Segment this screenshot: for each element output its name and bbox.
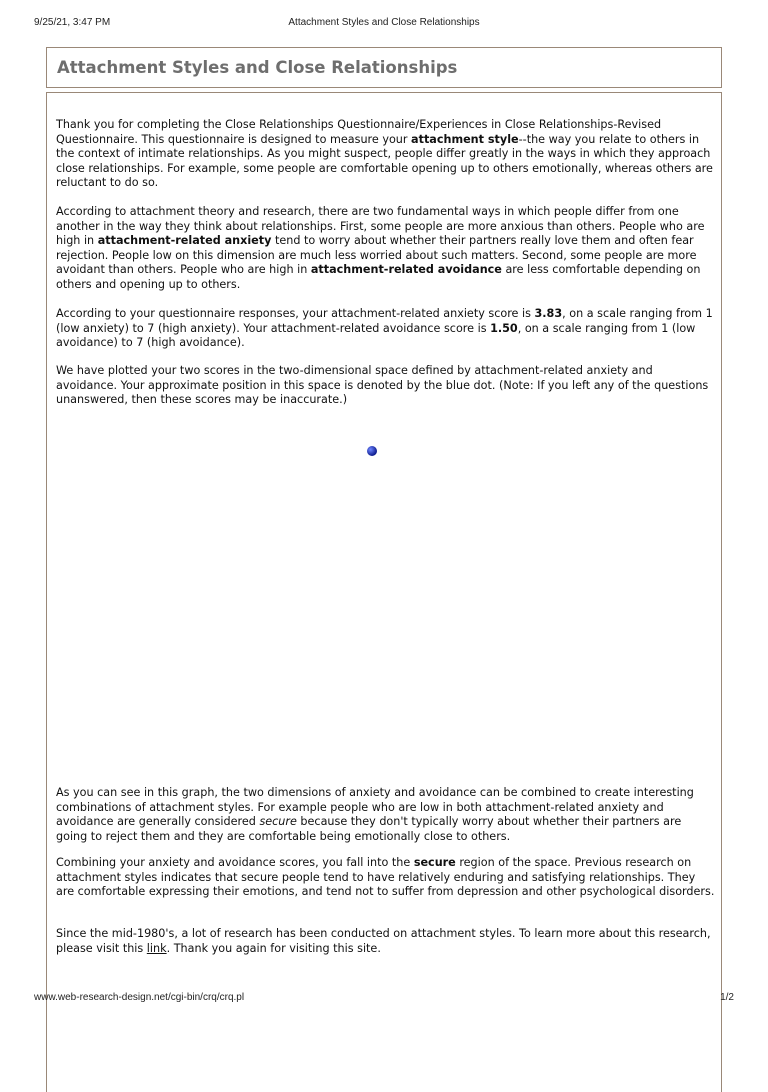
anxiety-score: 3.83 bbox=[534, 307, 563, 320]
secure-term: secure bbox=[259, 815, 297, 829]
print-url: www.web-research-design.net/cgi-bin/crq/crq.pl bbox=[34, 992, 245, 1003]
avoidance-term: attachment-related avoidance bbox=[310, 263, 502, 277]
user-position-dot bbox=[367, 446, 377, 456]
theory-paragraph: According to attachment theory and research, there are two fundamental ways in which people differ from one another in the way they think about relationships. First, some people are more anxious than others. People who are high in attachment-related anxiety tend to worry about whether their partners really love them and often fear rejection. People low on this dimension are much less worried about such matters. Second, some people are more avoidant than others. People who are high in attachment-related avoidance are less comfortable depending on others and opening up to others. bbox=[56, 205, 705, 291]
print-footer bbox=[34, 992, 734, 1006]
closing-paragraph: Since the mid-1980's, a lot of research has been conducted on attachment styles. To learn more about this research, please visit this link. Thank you again for visiting this site. bbox=[56, 927, 711, 955]
print-title: Attachment Styles and Close Relationships bbox=[288, 17, 480, 28]
page-title: Attachment Styles and Close Relationships bbox=[57, 58, 458, 77]
plot-description-paragraph: We have plotted your two scores in the two-dimensional space defined by attachment-related anxiety and avoidance. Your approximate position in this space is denoted by the blue dot. (Note: If you left any of the questions unanswered, then these scores may be inaccurate.) bbox=[56, 364, 709, 407]
page-number: 1/2 bbox=[720, 992, 734, 1003]
research-link[interactable]: link bbox=[146, 941, 167, 955]
scores-paragraph: According to your questionnaire responses, your attachment-related anxiety score is 3.83, on a scale ranging from 1 (low anxiety) to 7 (high anxiety). Your attachment-related avoidance score is 1.50, on a scale ranging from 1 (low avoidance) to 7 (high avoidance). bbox=[56, 307, 713, 350]
plot-svg bbox=[56, 418, 716, 778]
attachment-style-term: attachment style bbox=[411, 132, 519, 146]
combinations-paragraph: As you can see in this graph, the two dimensions of anxiety and avoidance can be combined to create interesting combinations of attachment styles. For example people who are low in both attachment-related anxiety and avoidance are generally considered secure because they don't typically worry about whether their partners are going to reject them and they are comfortable being emotionally close to others. bbox=[56, 786, 694, 843]
avoidance-score: 1.50 bbox=[490, 321, 518, 335]
intro-paragraph: Thank you for completing the Close Relationships Questionnaire/Experiences in Close Relationships-Revised Questionnaire. This questionnaire is designed to measure your attachment style--the way you relate to others in the context of intimate relationships. As you might suspect, people differ greatly in the ways in which they approach close relationships. For example, some people are comfortable opening up to others emotionally, whereas others are reluctant to do so. bbox=[56, 118, 713, 190]
result-style: secure bbox=[413, 856, 456, 869]
print-date: 9/25/21, 3:47 PM bbox=[34, 17, 111, 28]
title-box bbox=[46, 47, 722, 88]
result-paragraph: Combining your anxiety and avoidance scores, you fall into the secure region of the space. Previous research on attachment styles indicates that secure people tend to have relatively enduring and satisfying relationships. They are comfortable expressing their emotions, and tend not to suffer from depression and other psychological disorders. bbox=[56, 856, 715, 899]
attachment-plot bbox=[56, 418, 716, 778]
print-header bbox=[34, 17, 734, 31]
anxiety-term: attachment-related anxiety bbox=[97, 234, 272, 248]
